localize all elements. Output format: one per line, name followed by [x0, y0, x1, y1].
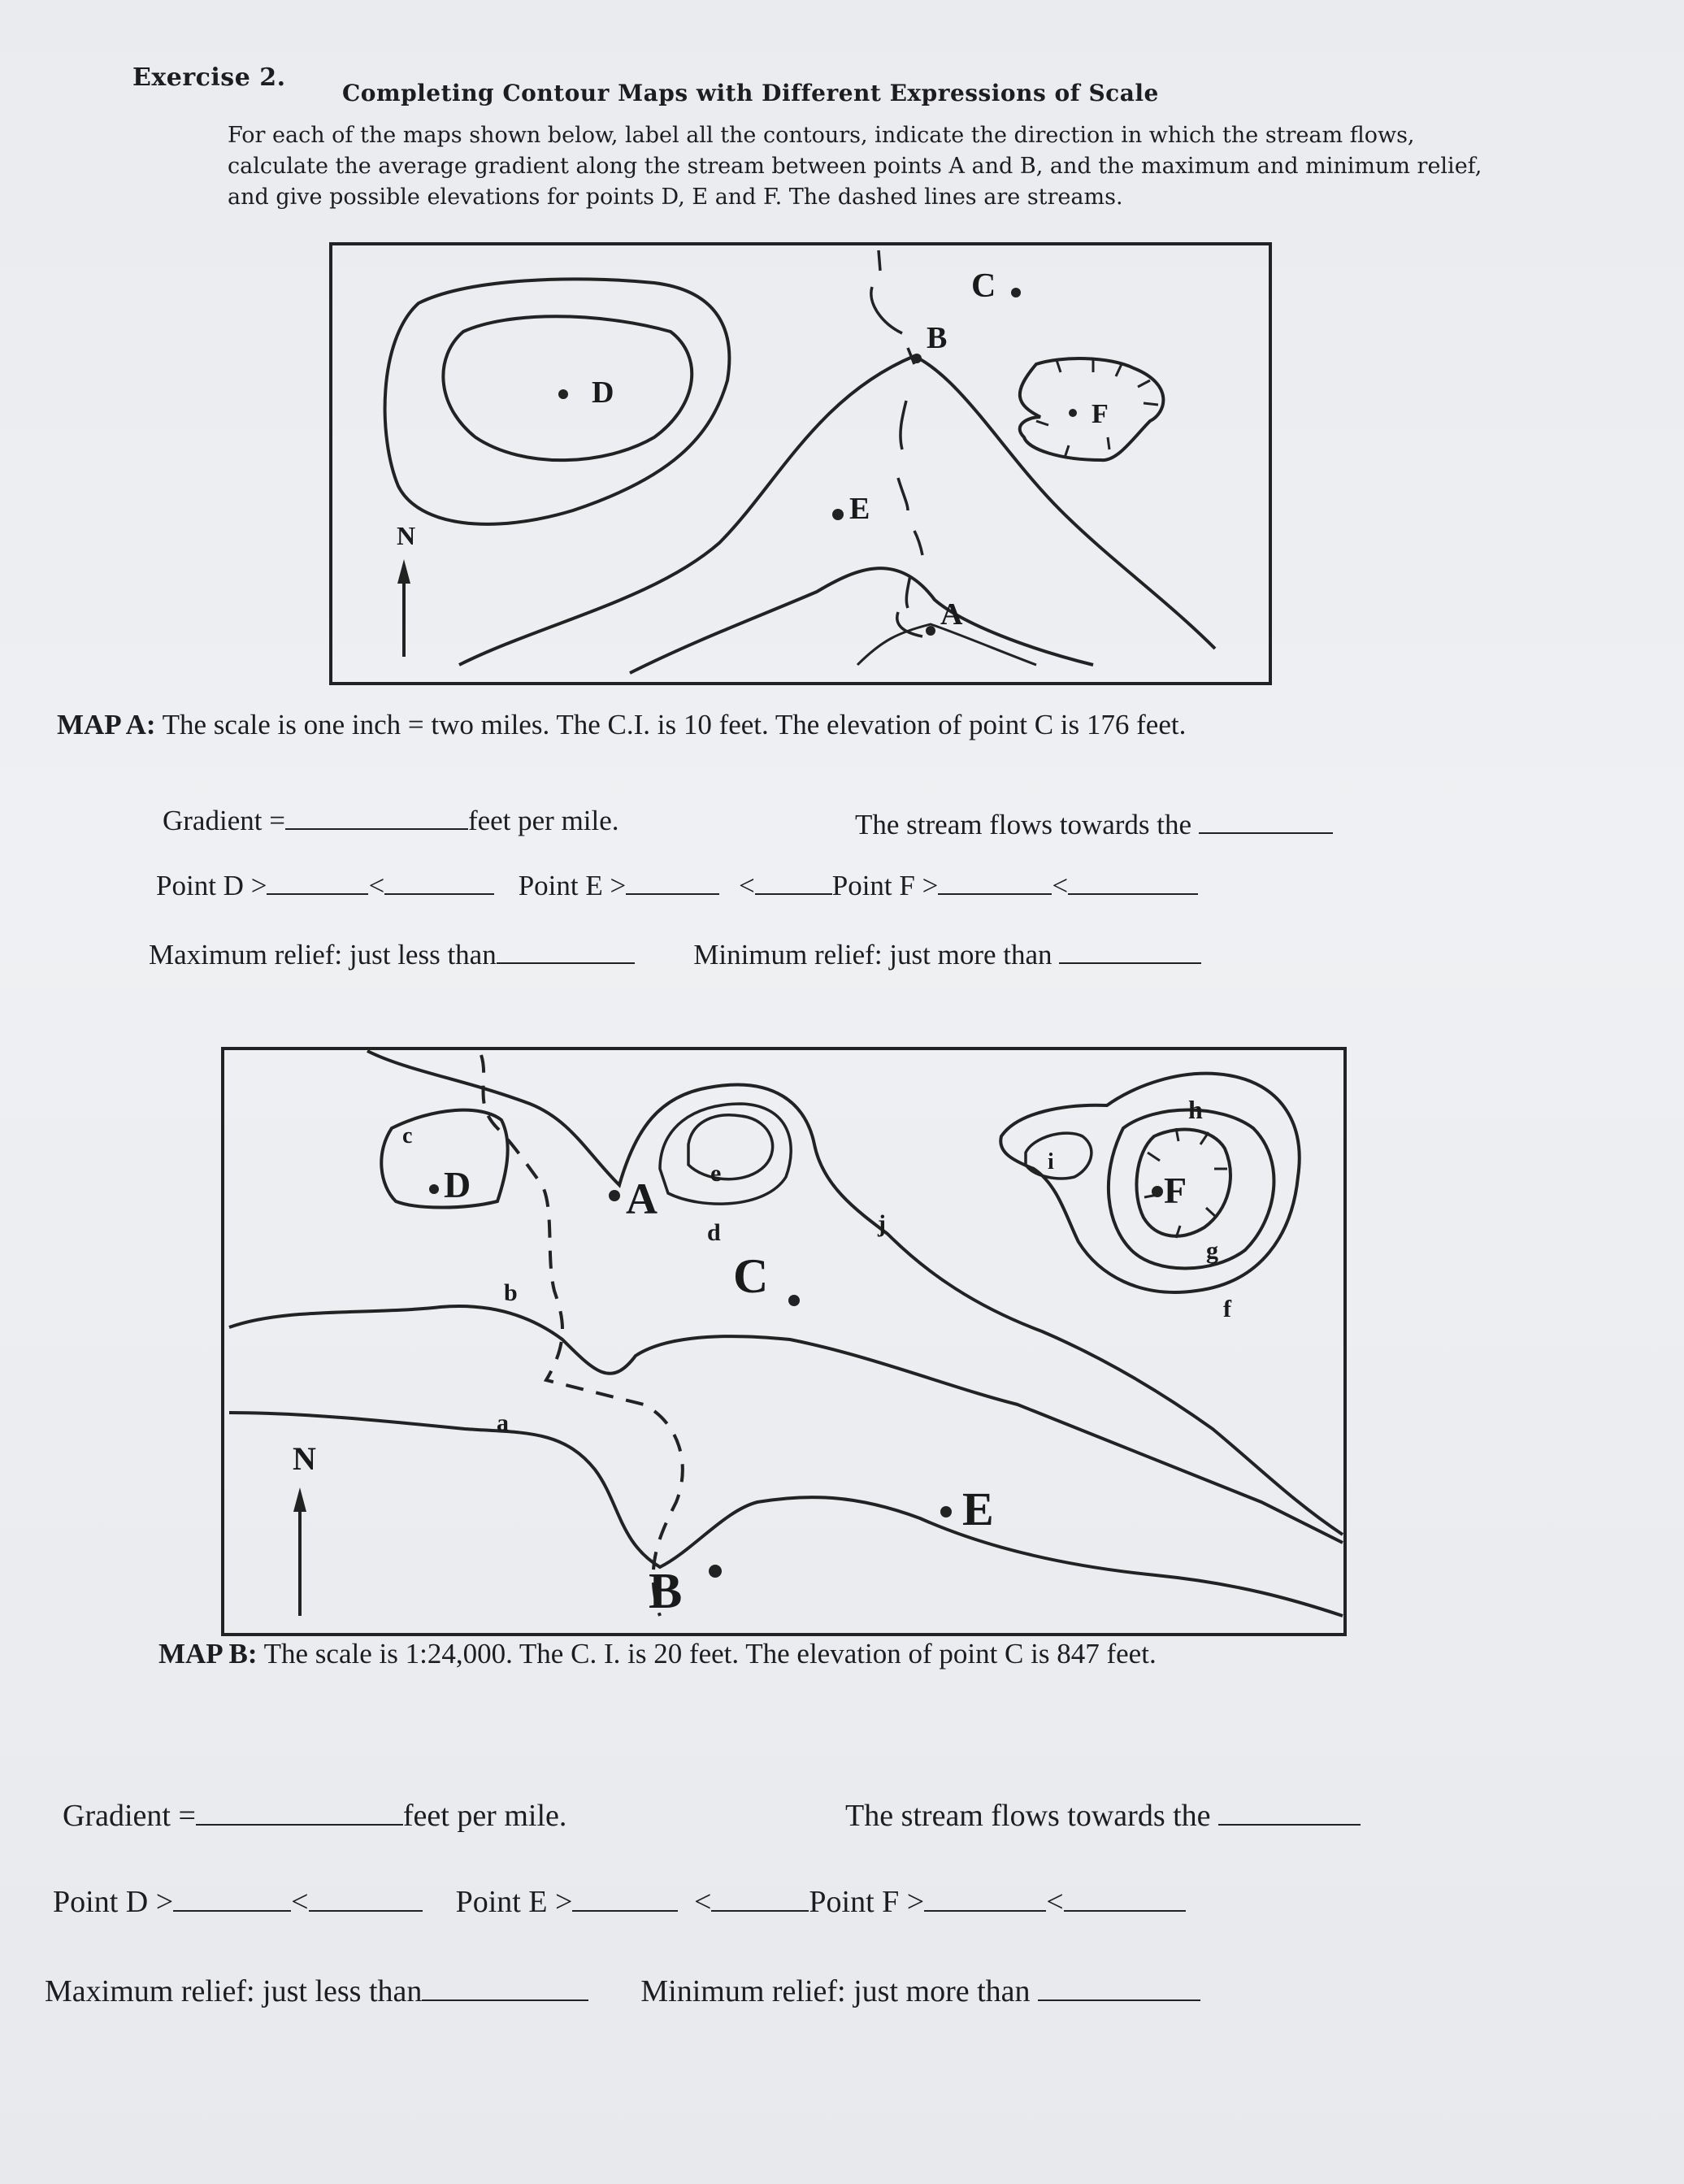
map-b-lt-3: <: [1046, 1885, 1064, 1919]
map-a-gradient-unit: feet per mile.: [467, 805, 619, 836]
map-b-point-e-min-blank[interactable]: [572, 1909, 678, 1912]
map-a-min-relief-label: Minimum relief: just more than: [693, 939, 1052, 970]
map-a-contour-valley-inner: [630, 568, 1093, 673]
map-a-north-arrowhead: [397, 559, 410, 584]
map-b-stream: [481, 1055, 683, 1616]
map-a-point-f-label: Point F >: [831, 870, 939, 901]
map-a-point-e-min-blank[interactable]: [626, 892, 719, 895]
map-a-flow-blank[interactable]: [1199, 831, 1333, 834]
map-a: [329, 242, 1272, 685]
map-b-lt-2: <: [693, 1885, 712, 1919]
map-b-gradient-line: [63, 1798, 566, 1834]
map-b-gradient-unit: feet per mile.: [402, 1799, 567, 1833]
map-b-point-a: [609, 1190, 620, 1201]
map-b-label-b-lower: b: [504, 1279, 518, 1306]
map-b-contour-b: [229, 1306, 1343, 1543]
map-b-flow-blank[interactable]: [1218, 1823, 1361, 1826]
map-a-max-relief-label: Maximum relief: just less than: [149, 939, 497, 970]
map-a-points-line: [156, 870, 1198, 902]
map-b-point-f: [1152, 1186, 1163, 1197]
map-b-point-e-label: Point E >: [455, 1885, 573, 1919]
map-a-label-a: A: [940, 597, 963, 632]
map-a-lt-2: <: [738, 870, 755, 901]
map-a-point-c: [1011, 288, 1021, 297]
map-b-point-e-max-blank[interactable]: [711, 1909, 809, 1912]
map-b-caption-bold: MAP B:: [158, 1638, 258, 1669]
map-b-contour-e-inner: [688, 1115, 773, 1179]
map-b-flow-line: [845, 1798, 1361, 1834]
map-a-gradient-line: [163, 805, 619, 837]
map-b-max-relief-label: Maximum relief: just less than: [45, 1974, 423, 2008]
map-a-point-f: [1069, 409, 1077, 417]
map-a-point-e-max-blank[interactable]: [755, 892, 832, 895]
map-b-point-d-max-blank[interactable]: [309, 1909, 423, 1912]
map-a-point-f-min-blank[interactable]: [938, 892, 1052, 895]
map-a-point-d-max-blank[interactable]: [384, 892, 494, 895]
map-b-flow-label: The stream flows towards the: [845, 1799, 1211, 1833]
map-b-north-arrowhead: [293, 1487, 306, 1512]
map-b-min-relief-label: Minimum relief: just more than: [640, 1974, 1031, 2008]
map-b-point-e: [940, 1506, 952, 1518]
map-a-flow-line: [855, 809, 1333, 841]
map-b-point-d: [429, 1184, 439, 1194]
map-a-label-e: E: [849, 492, 870, 526]
map-b-contour-a: [229, 1413, 1343, 1616]
map-b-caption: [158, 1638, 1157, 1670]
map-b-caption-text: The scale is 1:24,000. The C. I. is 20 feet. The elevation of point C is 847 feet.: [257, 1638, 1157, 1669]
map-a-lt-3: <: [1052, 870, 1069, 901]
map-a-label-f: F: [1092, 399, 1109, 429]
map-a-point-f-max-blank[interactable]: [1068, 892, 1198, 895]
map-b-point-f-max-blank[interactable]: [1064, 1909, 1186, 1912]
map-a-point-b: [912, 354, 922, 363]
map-b-label-a: A: [626, 1174, 658, 1223]
map-b-label-d-lower: d: [707, 1219, 721, 1246]
map-a-contour-inner-d: [443, 316, 692, 460]
map-a-label-b: B: [927, 321, 948, 355]
exercise-title: Completing Contour Maps with Different Expressions of Scale: [342, 80, 1159, 106]
map-b-label-d: D: [444, 1164, 471, 1205]
map-a-min-relief-blank[interactable]: [1059, 962, 1201, 964]
map-b-label-f-lower: f: [1223, 1296, 1231, 1322]
map-b-label-c-lower: c: [402, 1123, 413, 1148]
map-b-min-relief-blank[interactable]: [1038, 1999, 1200, 2001]
map-b-point-d-label: Point D >: [53, 1885, 174, 1919]
map-b-label-e: E: [962, 1483, 994, 1535]
map-b-label-n: N: [293, 1440, 316, 1477]
map-a-gradient-blank[interactable]: [285, 827, 468, 830]
map-a-label-c: C: [971, 267, 996, 305]
map-b-label-a-lower: a: [497, 1409, 509, 1436]
map-a-point-d-label: Point D >: [156, 870, 267, 901]
map-a-caption-bold: MAP A:: [57, 709, 156, 740]
map-b-point-c: [788, 1295, 800, 1306]
map-b-gradient-blank[interactable]: [196, 1823, 403, 1826]
map-b-point-d-min-blank[interactable]: [173, 1909, 291, 1912]
map-a-max-relief-blank[interactable]: [497, 962, 635, 964]
map-a-flow-label: The stream flows towards the: [855, 809, 1192, 840]
map-a-relief-line: [149, 939, 1201, 971]
map-b-point-f-min-blank[interactable]: [924, 1909, 1046, 1912]
map-b-label-i-lower: i: [1048, 1149, 1054, 1174]
map-a-label-d: D: [592, 376, 614, 410]
map-b-gradient-label: Gradient =: [63, 1799, 196, 1833]
map-b-point-f-label: Point F >: [809, 1885, 925, 1919]
map-b-label-j-lower: j: [878, 1210, 886, 1237]
map-a-lt-1: <: [368, 870, 385, 901]
exercise-instructions: For each of the maps shown below, label all the contours, indicate the direction in which the stream flows, calculate the average gradient along the stream between points A and B, and the maximum and minimum relief, and give possible elevations for points D, E and F. The dashed lines are streams.: [228, 123, 1482, 210]
map-a-point-d: [558, 389, 568, 399]
map-a-point-e-label: Point E >: [518, 870, 627, 901]
map-b-label-c: C: [733, 1249, 769, 1303]
map-b-label-e-lower: e: [710, 1160, 722, 1187]
map-a-point-e: [832, 509, 844, 520]
map-b-relief-line: [45, 1973, 1200, 2009]
map-b-label-b: B: [649, 1564, 683, 1619]
map-b-point-b: [709, 1565, 722, 1578]
map-b: [221, 1047, 1347, 1636]
exercise-number: Exercise 2.: [132, 63, 286, 92]
map-b-max-relief-blank[interactable]: [422, 1999, 588, 2001]
map-a-point-a: [926, 626, 935, 636]
map-b-contour-g: [1109, 1110, 1274, 1269]
map-b-contour-f: [1000, 1074, 1299, 1292]
map-a-frame: [331, 244, 1270, 684]
map-b-label-f: F: [1164, 1170, 1187, 1211]
map-b-label-g-lower: g: [1206, 1237, 1218, 1264]
map-a-caption-text: The scale is one inch = two miles. The C.I. is 10 feet. The elevation of point C is 176 feet.: [155, 709, 1187, 740]
map-b-lt-1: <: [291, 1885, 309, 1919]
map-b-points-line: [53, 1884, 1186, 1920]
map-a-caption: [57, 709, 1186, 741]
map-a-label-n: N: [397, 521, 416, 550]
map-a-gradient-label: Gradient =: [163, 805, 285, 836]
map-b-label-h-lower: h: [1188, 1095, 1203, 1124]
map-a-point-d-min-blank[interactable]: [267, 892, 368, 895]
map-b-contour-i: [1026, 1133, 1092, 1179]
